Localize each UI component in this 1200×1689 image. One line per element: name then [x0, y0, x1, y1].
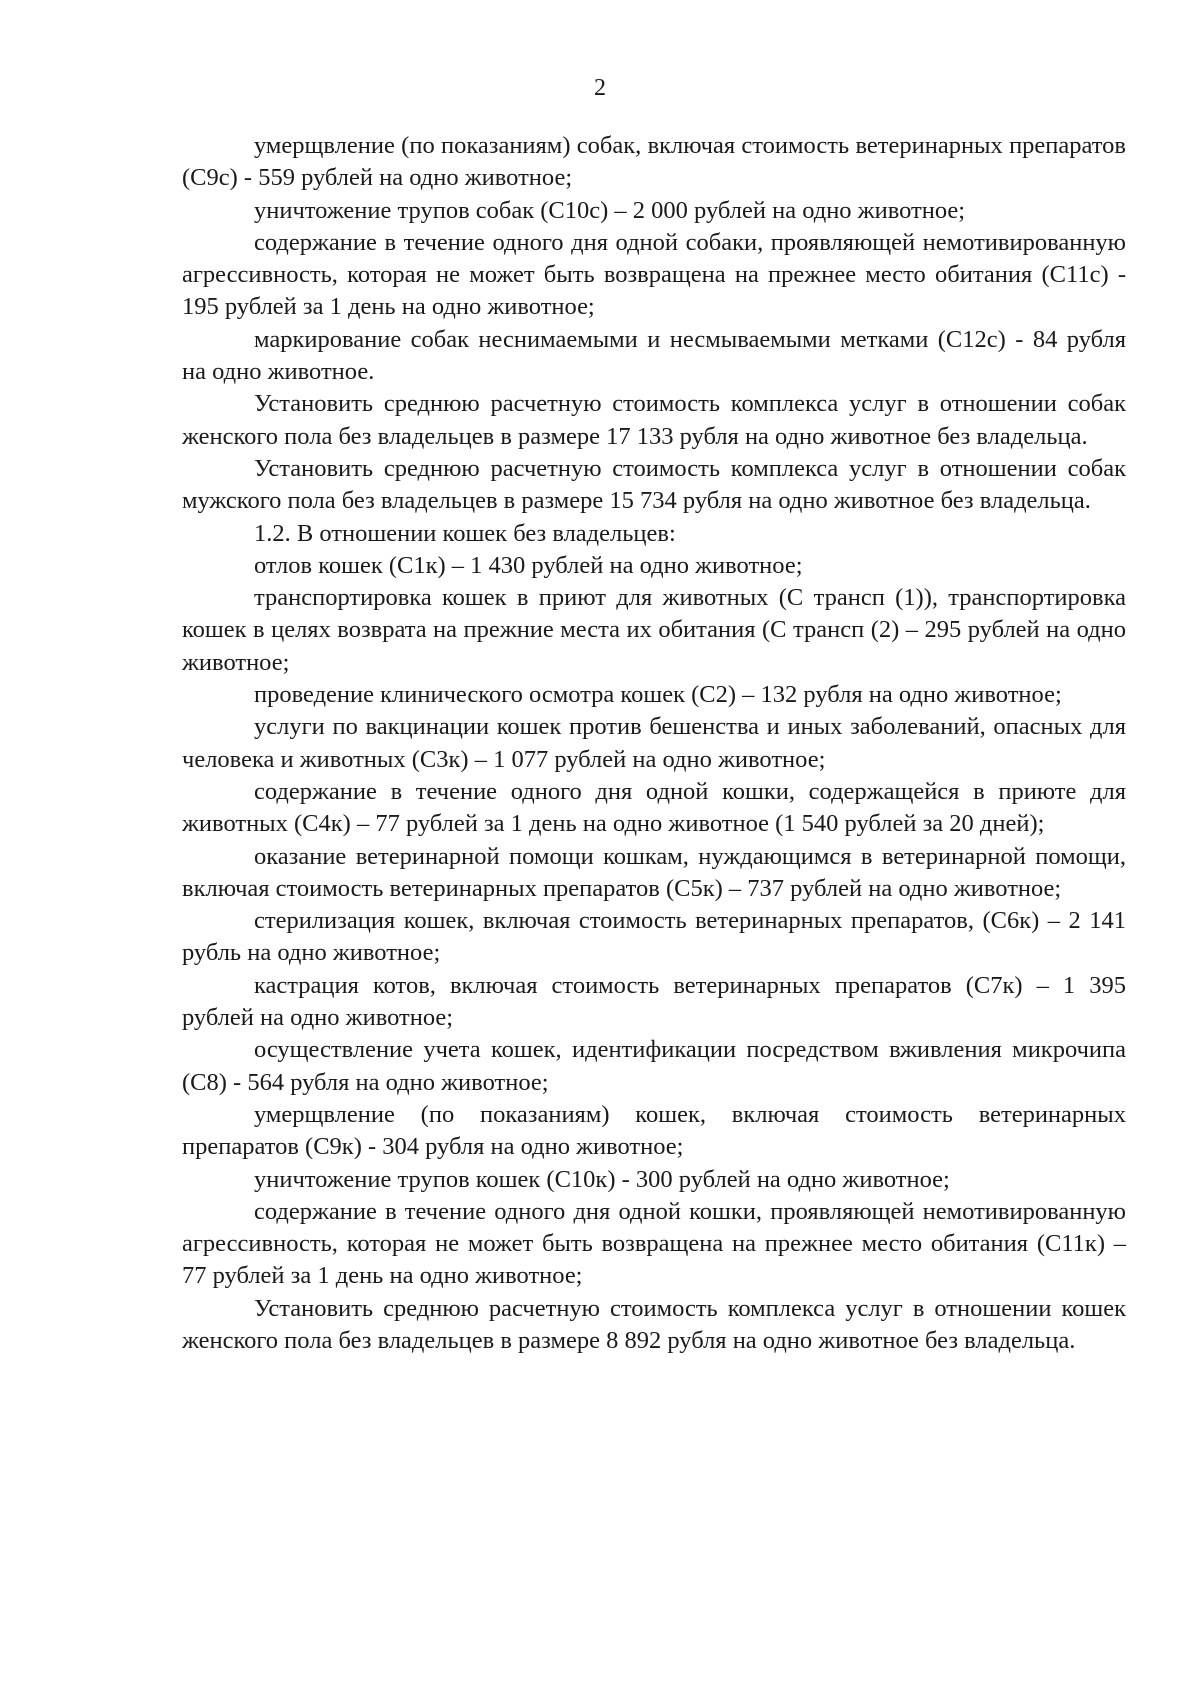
paragraph-male-dog-cost: Установить среднюю расчетную стоимость комплекса услуг в отношении собак мужского пола без владельцев в размере 15 734 рубля на одно животное без владельца.: [182, 454, 1126, 515]
paragraph-cat-capture: отлов кошек (С1к) – 1 430 рублей на одно животное;: [254, 551, 803, 579]
paragraph-cat-vet-care: оказание ветеринарной помощи кошкам, нуждающимся в ветеринарной помощи, включая стоимость ветеринарных препаратов (С5к) – 737 рублей на одно животное;: [182, 842, 1126, 902]
section-heading-cats: 1.2. В отношении кошек без владельцев:: [254, 519, 676, 547]
document-body: [182, 130, 1126, 1357]
page-number: 2: [594, 75, 606, 101]
paragraph-cat-shelter-keeping: содержание в течение одного дня одной кошки, содержащейся в приюте для животных (С4к) – 77 рублей за 1 день на одно животное (1 540 рублей за 20 дней);: [182, 777, 1126, 838]
paragraph-cat-microchip: осуществление учета кошек, идентификации посредством вживления микрочипа (С8) - 564 рубля на одно животное;: [182, 1036, 1126, 1096]
paragraph-cat-transport: транспортировка кошек в приют для животных (С трансп (1)), транспортировка кошек в целях возврата на прежние места их обитания (С трансп (2) – 295 рублей на одно животное;: [182, 584, 1126, 676]
paragraph-dog-euthanasia: умерщвление (по показаниям) собак, включая стоимость ветеринарных препаратов (С9с) - 559 рублей на одно животное;: [182, 132, 1126, 192]
paragraph-cat-euthanasia: умерщвление (по показаниям) кошек, включая стоимость ветеринарных препаратов (С9к) - 304 рубля на одно животное;: [182, 1100, 1126, 1161]
paragraph-female-dog-cost: Установить среднюю расчетную стоимость комплекса услуг в отношении собак женского пола без владельцев в размере 17 133 рубля на одно животное без владельца.: [182, 390, 1126, 450]
paragraph-cat-aggressive-keeping: содержание в течение одного дня одной кошки, проявляющей немотивированную агрессивность, которая не может быть возвращена на прежнее место обитания (С11к) – 77 рублей за 1 день на одно животное;: [182, 1197, 1126, 1290]
paragraph-dog-aggressive-keeping: содержание в течение одного дня одной собаки, проявляющей немотивированную агрессивность, которая не может быть возвращена на прежнее место обитания (С11с) - 195 рублей за 1 день на одно животное;: [182, 228, 1126, 321]
paragraph-dog-marking: маркирование собак неснимаемыми и несмываемыми метками (С12с) - 84 рубля на одно животное.: [182, 325, 1126, 386]
paragraph-cat-vaccination: услуги по вакцинации кошек против бешенства и иных заболеваний, опасных для человека и животных (С3к) – 1 077 рублей на одно животное;: [182, 713, 1126, 773]
paragraph-female-cat-cost: Установить среднюю расчетную стоимость комплекса услуг в отношении кошек женского пола без владельцев в размере 8 892 рубля на одно животное без владельца.: [182, 1294, 1126, 1354]
paragraph-cat-carcass-disposal: уничтожение трупов кошек (С10к) - 300 рублей на одно животное;: [254, 1165, 950, 1193]
paragraph-cat-castration: кастрация котов, включая стоимость ветеринарных препаратов (С7к) – 1 395 рублей на одно животное;: [182, 971, 1126, 1032]
paragraph-dog-carcass-disposal: уничтожение трупов собак (С10с) – 2 000 рублей на одно животное;: [254, 196, 966, 224]
paragraph-cat-clinical-exam: проведение клинического осмотра кошек (С2) – 132 рубля на одно животное;: [254, 681, 1062, 709]
paragraph-cat-sterilization: стерилизация кошек, включая стоимость ветеринарных препаратов, (С6к) – 2 141 рубль на одно животное;: [182, 907, 1126, 967]
